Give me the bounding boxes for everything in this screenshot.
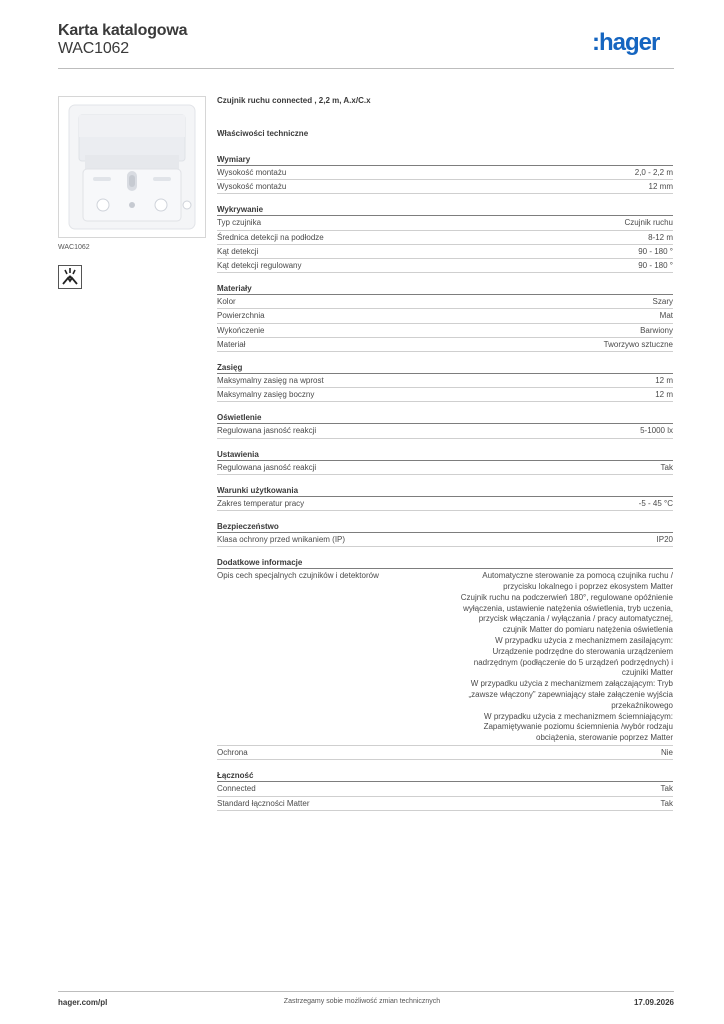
spec-row: [217, 259, 673, 273]
section-title: Łączność: [217, 771, 254, 781]
spec-row: [217, 166, 673, 180]
spec-label: Typ czujnika: [217, 218, 262, 228]
spec-value: Tak: [660, 784, 673, 794]
spec-row: [217, 461, 673, 475]
spec-value: Czujnik ruchu: [624, 218, 673, 228]
spec-row: [217, 388, 673, 402]
spec-row: [217, 746, 673, 760]
spec-row: [217, 782, 673, 796]
spec-label: Regulowana jasność reakcji: [217, 426, 317, 436]
spec-value: Szary: [652, 297, 673, 307]
spec-label: Wysokość montażu: [217, 182, 287, 192]
section-title: Bezpieczeństwo: [217, 522, 279, 531]
spec-label: Kąt detekcji regulowany: [217, 261, 302, 270]
svg-text::hager: :hager: [592, 29, 660, 56]
spec-row: [217, 295, 673, 309]
spec-value: IP20: [656, 535, 673, 544]
spec-label: Maksymalny zasięg na wprost: [217, 376, 324, 385]
motion-sensor-pictogram-icon: [58, 265, 82, 289]
spec-label: Connected: [217, 784, 256, 794]
spec-label: Opis cech specjalnych czujników i detektorów: [217, 571, 379, 581]
spec-value: 8-12 m: [648, 232, 673, 242]
spec-value: 90 - 180 °: [638, 246, 673, 256]
footer-date: 17.09.2026: [633, 998, 674, 1007]
spec-label: Regulowana jasność reakcji: [217, 462, 317, 472]
spec-label: Wykończenie: [217, 325, 265, 335]
spec-value: Tak: [660, 462, 673, 472]
section-title: Wymiary: [217, 155, 251, 164]
spec-value: 12 mm: [648, 182, 673, 192]
spec-value: 5-1000 lx: [640, 426, 673, 436]
product-name: Czujnik ruchu connected , 2,2 m, A.x/C.x: [217, 96, 371, 105]
page-header: [58, 20, 674, 70]
product-code: WAC1062: [58, 40, 129, 57]
spec-row: [217, 497, 673, 511]
spec-value: Barwiony: [640, 325, 673, 335]
spec-label: Średnica detekcji na podłodze: [217, 232, 324, 242]
spec-label: Kolor: [217, 297, 236, 307]
spec-row: [217, 309, 673, 323]
spec-value: 12 m: [655, 376, 673, 385]
spec-row: [217, 533, 673, 547]
spec-label: Powierzchnia: [217, 311, 265, 321]
spec-label: Standard łączności Matter: [217, 798, 310, 808]
header-divider: [58, 68, 674, 69]
footer-disclaimer: Zastrzegamy sobie możliwość zmian technicznych: [283, 998, 441, 1005]
spec-value: Mat: [659, 311, 673, 321]
spec-row: [217, 424, 673, 438]
hager-logo: [592, 28, 674, 56]
product-image: [58, 96, 206, 238]
spec-label: Zakres temperatur pracy: [217, 498, 305, 508]
footer-divider: [58, 991, 674, 992]
spec-row: [217, 180, 673, 194]
spec-label: Klasa ochrony przed wnikaniem (IP): [217, 535, 346, 544]
section-title: Dodatkowe informacje: [217, 558, 303, 568]
product-image-caption: WAC1062: [58, 244, 90, 251]
spec-row: [217, 216, 673, 230]
spec-value: Automatyczne sterowanie za pomocą czujnika ruchu / przycisku lokalnego i poprzez ekosystem Matter Czujnik ruchu na podczerwień 180°, regulowane opóźnienie wyłączenia, ustawienie natężenia oświetlenia, tryb uczenia, przycisk włączania / wyłączania / pracy automatycznej, czujnik Matter do pomiaru natężenia oświetlenia W przypadku użycia z mechanizmem zasilającym: Urządzenie podrzędne do sterowania urządzeniem nadrzędnym (podłączenie do 5 urządzeń podrzędnych) i czujniki Matter W przypadku użycia z mechanizmem załączającym: Tryb „zawsze włączony” zapewniający stałe załączenie wyjścia przekaźnikowego W przypadku użycia z mechanizmem ściemniającym: Zapamiętywanie poziomu ściemnienia /wybór rodzaju obciążenia, sterowanie poprzez Matter: [460, 571, 673, 743]
spec-value: -5 - 45 °C: [638, 498, 673, 508]
section-title: Zasięg: [217, 363, 243, 372]
spec-value: Nie: [660, 748, 673, 758]
spec-row: [217, 324, 673, 338]
spec-value: 12 m: [655, 390, 673, 400]
spec-row: [217, 374, 673, 388]
spec-row: [217, 569, 673, 746]
spec-label: Ochrona: [217, 748, 248, 758]
spec-label: Maksymalny zasięg boczny: [217, 390, 315, 400]
section-title: Ustawienia: [217, 449, 259, 459]
technical-properties-heading: Właściwości techniczne: [217, 129, 309, 138]
section-title: Materiały: [217, 284, 252, 294]
spec-row: [217, 338, 673, 352]
spec-value: Tworzywo sztuczne: [603, 339, 673, 349]
spec-value: Tak: [660, 798, 673, 808]
footer-website: hager.com/pl: [58, 998, 108, 1007]
spec-label: Materiał: [217, 339, 246, 349]
spec-row: [217, 245, 673, 259]
section-title: Oświetlenie: [217, 413, 262, 423]
spec-value: 90 - 180 °: [638, 261, 673, 270]
spec-row: [217, 797, 673, 811]
section-title: Warunki użytkowania: [217, 485, 299, 495]
spec-label: Wysokość montażu: [217, 168, 287, 177]
spec-row: [217, 231, 673, 245]
document-title: Karta katalogowa: [58, 22, 188, 39]
spec-value: 2,0 - 2,2 m: [634, 168, 673, 177]
spec-label: Kąt detekcji: [217, 246, 259, 256]
section-title: Wykrywanie: [217, 205, 264, 215]
